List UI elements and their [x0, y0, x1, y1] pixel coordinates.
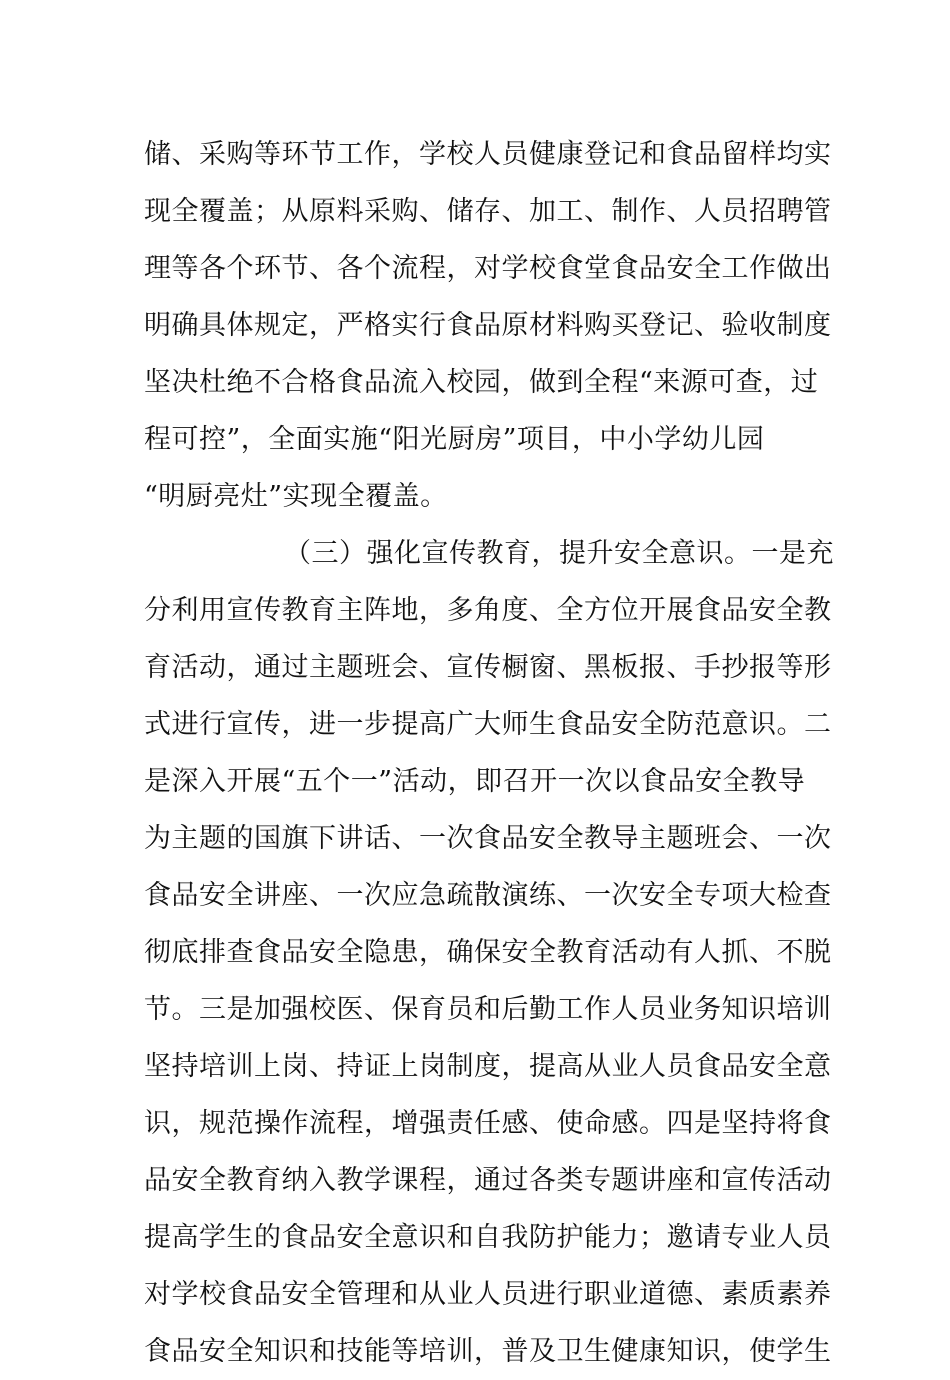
- text-line: 为主题的国旗下讲话、一次食品安全教导主题班会、一次: [144, 823, 832, 854]
- text-line: 坚决杜绝不合格食品流入校园，做到全程“来源可查，过: [144, 367, 819, 398]
- text-line: 坚持培训上岗、持证上岗制度，提高从业人员食品安全意: [144, 1051, 832, 1082]
- text-line: 是深入开展“五个一”活动，即召开一次以食品安全教导: [144, 766, 806, 797]
- text-line: 节。三是加强校医、保育员和后勤工作人员业务知识培训: [144, 994, 832, 1025]
- text-line: 识，规范操作流程，增强责任感、使命感。四是坚持将食: [144, 1108, 832, 1139]
- text-line: 对学校食品安全管理和从业人员进行职业道德、素质素养: [144, 1279, 832, 1310]
- text-line: “明厨亮灶”实现全覆盖。: [144, 481, 448, 512]
- text-line: 储、采购等环节工作，学校人员健康登记和食品留样均实: [144, 139, 832, 170]
- text-line: 程可控”，全面实施“阳光厨房”项目，中小学幼儿园: [144, 424, 765, 455]
- text-line: 分利用宣传教育主阵地，多角度、全方位开展食品安全教: [144, 595, 832, 626]
- text-line: 明确具体规定，严格实行食品原材料购买登记、验收制度: [144, 310, 832, 341]
- text-line: 提高学生的食品安全意识和自我防护能力；邀请专业人员: [144, 1222, 832, 1253]
- body-text: [144, 126, 834, 1380]
- text-line: 彻底排查食品安全隐患，确保安全教育活动有人抓、不脱: [144, 937, 832, 968]
- text-line: 式进行宣传，进一步提高广大师生食品安全防范意识。二: [144, 709, 832, 740]
- text-line: 品安全教育纳入教学课程，通过各类专题讲座和宣传活动: [144, 1165, 832, 1196]
- text-line: 现全覆盖；从原料采购、储存、加工、制作、人员招聘管: [144, 196, 832, 227]
- text-line: 育活动，通过主题班会、宣传橱窗、黑板报、手抄报等形: [144, 652, 832, 683]
- section-heading-line: （三）强化宣传教育，提升安全意识。一是充: [284, 538, 834, 569]
- text-line: 理等各个环节、各个流程，对学校食堂食品安全工作做出: [144, 253, 832, 284]
- text-line: 食品安全讲座、一次应急疏散演练、一次安全专项大检查: [144, 880, 832, 911]
- text-line: 食品安全知识和技能等培训，普及卫生健康知识，使学生: [144, 1336, 832, 1367]
